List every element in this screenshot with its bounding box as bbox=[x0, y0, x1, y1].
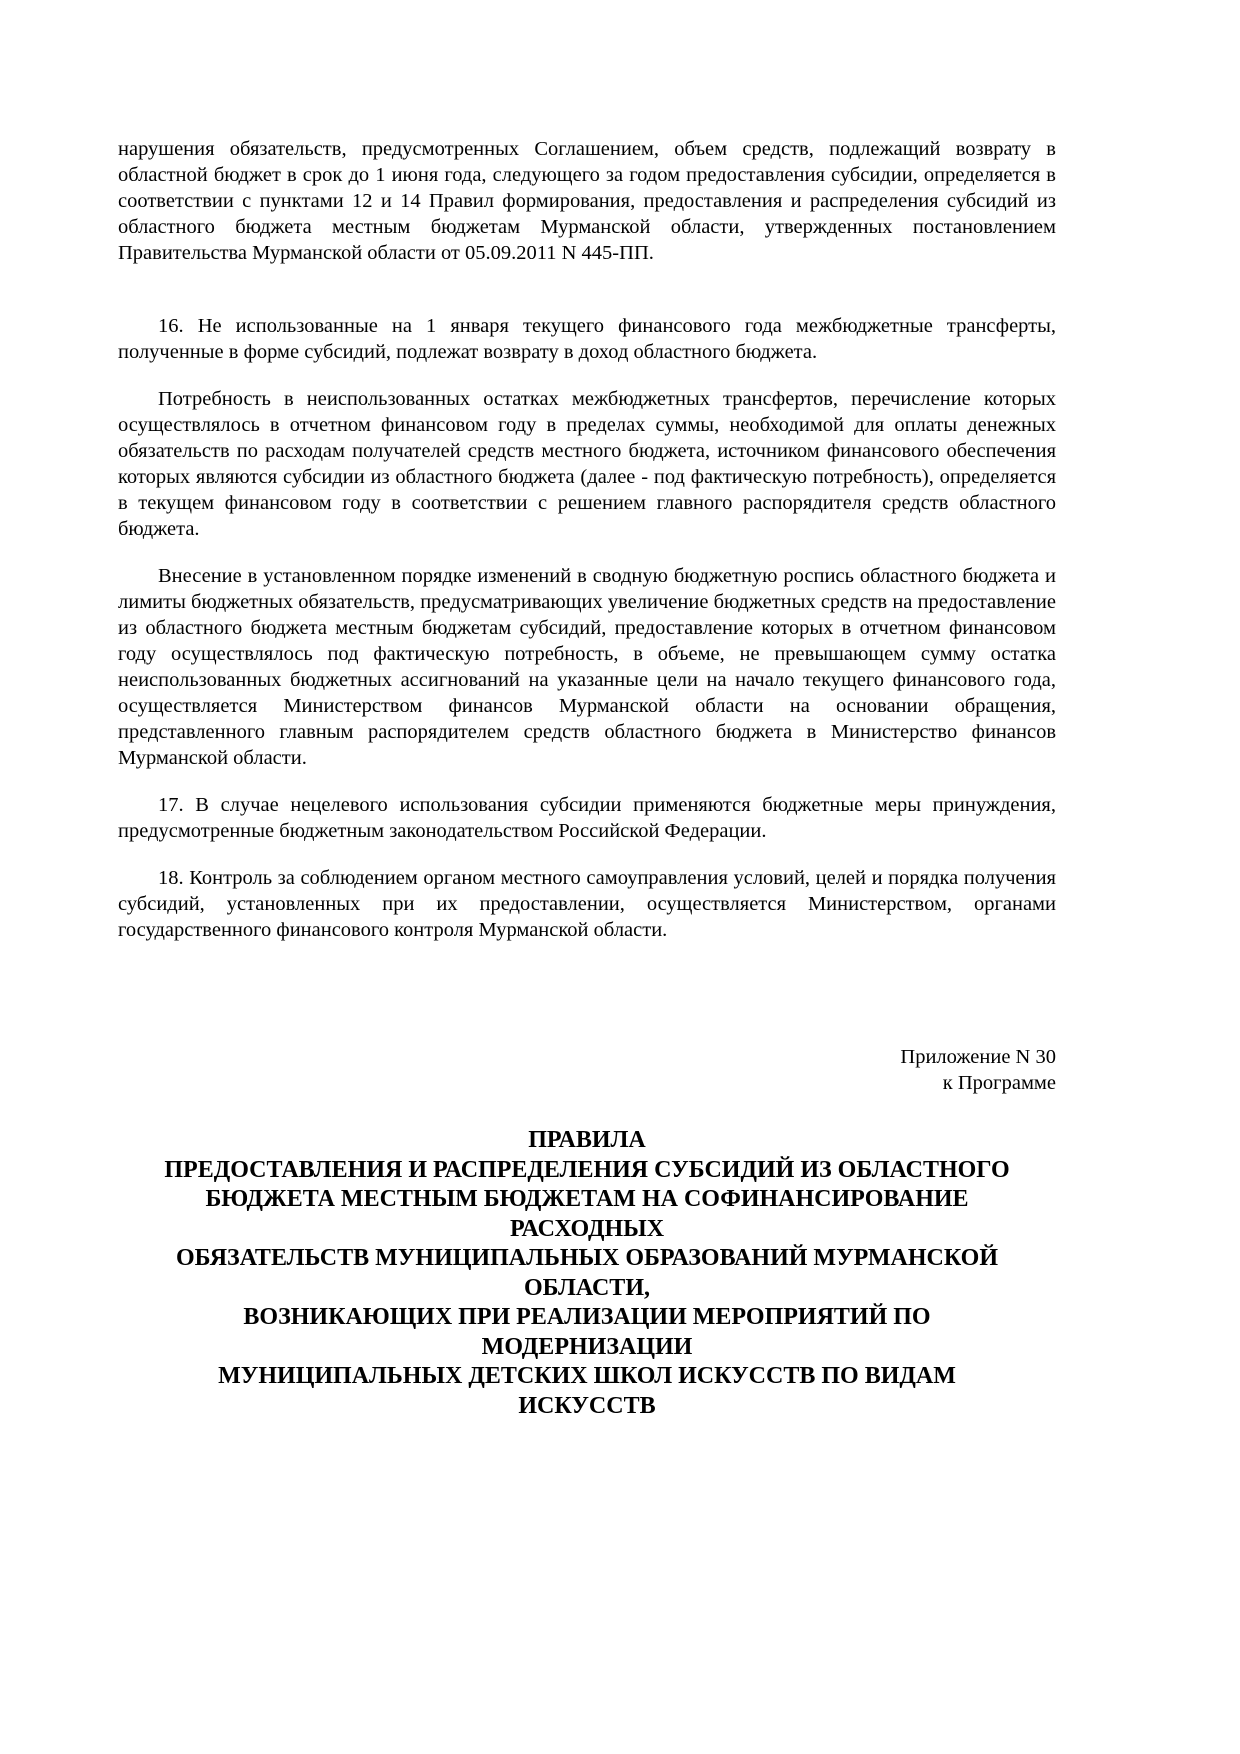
appendix-program: к Программе bbox=[942, 1072, 1056, 1094]
paragraph-changes: Внесение в установленном порядке изменений в сводную бюджетную роспись областного бюджета и лимиты бюджетных обязательств, предусматривающих увеличение бюджетных средств на предоставление из областного бюджета местным бюджетам субсидий, предоставление которых в отчетном финансовом году осуществлялось под фактическую потребность, в объеме, не превышающем сумму остатка неиспользованных бюджетных ассигнований на указанные цели на начало текущего финансового года, осуществляется Министерством финансов Мурманской области на основании обращения, представленного главным распорядителем средств областного бюджета в Министерство финансов Мурманской области. bbox=[118, 565, 1056, 769]
paragraph-need: Потребность в неиспользованных остатках межбюджетных трансфертов, перечисление которых осуществлялось в отчетном финансовом году в пределах суммы, необходимой для оплаты денежных обязательств по расходам получателей средств местного бюджета, источником финансового обеспечения которых являются субсидии из областного бюджета (далее - под фактическую потребность), определяется в текущем финансовом году в соответствии с решением главного распорядителя средств областного бюджета. bbox=[118, 388, 1056, 540]
title-line: РАСХОДНЫХ bbox=[509, 1215, 665, 1242]
paragraph-continuation: нарушения обязательств, предусмотренных Соглашением, объем средств, подлежащий возврату в областной бюджет в срок до 1 июня года, следующего за годом предоставления субсидии, определяется в соответствии с пунктами 12 и 14 Правил формирования, предоставления и распределения субсидий из областного бюджета местным бюджетам Мурманской области, утвержденных постановлением Правительства Мурманской области от 05.09.2011 N 445-ПП. bbox=[118, 138, 1056, 264]
rules-title bbox=[118, 1126, 1056, 1421]
paragraph-16: 16. Не использованные на 1 января текущего финансового года межбюджетные трансферты, полученные в форме субсидий, подлежат возврату в доход областного бюджета. bbox=[118, 315, 1056, 363]
title-line: ОБЛАСТИ, bbox=[524, 1274, 650, 1301]
title-line: БЮДЖЕТА МЕСТНЫМ БЮДЖЕТАМ НА СОФИНАНСИРОВАНИЕ bbox=[205, 1186, 969, 1212]
title-line: ОБЯЗАТЕЛЬСТВ МУНИЦИПАЛЬНЫХ ОБРАЗОВАНИЙ МУРМАНСКОЙ bbox=[175, 1245, 999, 1271]
paragraph-18: 18. Контроль за соблюдением органом местного самоуправления условий, целей и порядка получения субсидий, установленных при их предоставлении, осуществляется Министерством, органами государственного финансового контроля Мурманской области. bbox=[118, 867, 1056, 941]
title-line: ВОЗНИКАЮЩИХ ПРИ РЕАЛИЗАЦИИ МЕРОПРИЯТИЙ ПО bbox=[243, 1304, 931, 1330]
paragraph-17: 17. В случае нецелевого использования субсидии применяются бюджетные меры принуждения, предусмотренные бюджетным законодательством Российской Федерации. bbox=[118, 794, 1056, 842]
title-line: ПРАВИЛА bbox=[528, 1127, 646, 1153]
title-line: МОДЕРНИЗАЦИИ bbox=[481, 1333, 693, 1360]
title-line: ИСКУССТВ bbox=[518, 1392, 656, 1419]
document-body bbox=[118, 136, 1056, 943]
title-line: МУНИЦИПАЛЬНЫХ ДЕТСКИХ ШКОЛ ИСКУССТВ ПО ВИДАМ bbox=[218, 1363, 956, 1389]
appendix-label bbox=[900, 1044, 1056, 1096]
title-line: ПРЕДОСТАВЛЕНИЯ И РАСПРЕДЕЛЕНИЯ СУБСИДИЙ ИЗ ОБЛАСТНОГО bbox=[164, 1156, 1010, 1183]
appendix-number: Приложение N 30 bbox=[900, 1046, 1056, 1068]
